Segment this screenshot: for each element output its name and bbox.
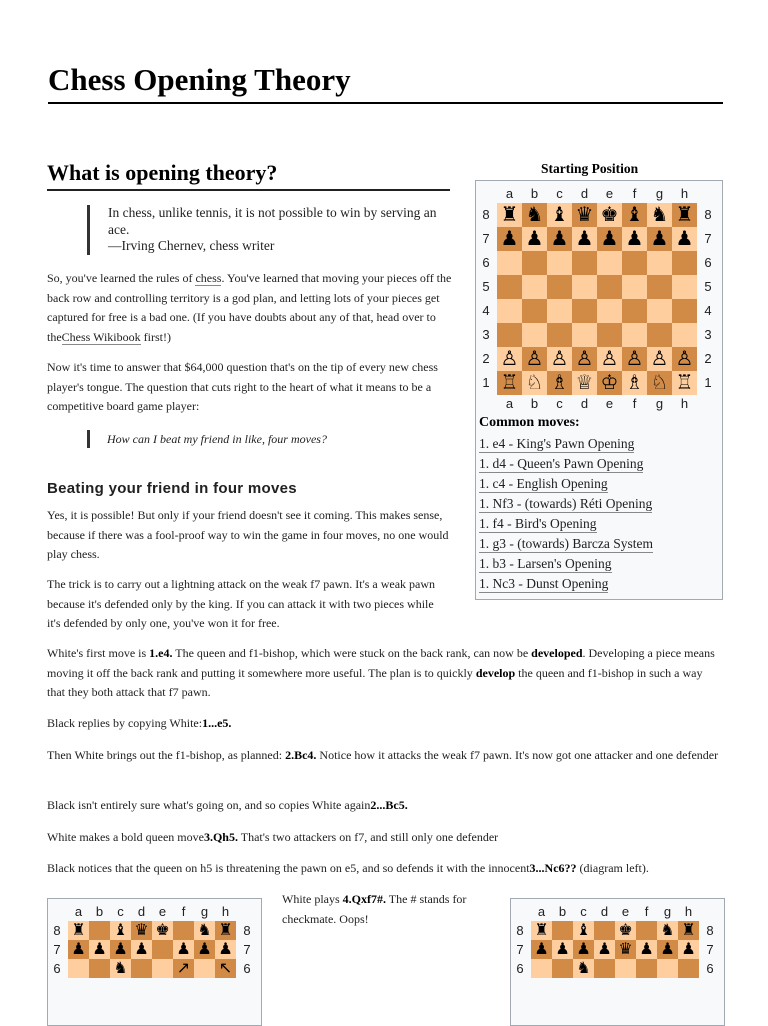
- file-label-c: c: [580, 904, 587, 919]
- rank-label-7: 7: [53, 942, 61, 957]
- square-c4: [547, 299, 572, 323]
- chess-piece-icon: ♞: [660, 921, 675, 939]
- file-label-bottom-a: a: [505, 396, 514, 411]
- square-g6: [657, 959, 678, 978]
- square-h7: [678, 940, 699, 959]
- text: The queen and f1-bishop, which were stuck on the back rank, can now be: [172, 646, 532, 660]
- square-b7: [89, 940, 110, 959]
- rank-label-right-7: 7: [706, 942, 714, 957]
- square-f7: [173, 940, 194, 959]
- file-label-a: a: [505, 186, 514, 201]
- square-a7: [68, 940, 89, 959]
- square-h6: [215, 959, 236, 978]
- square-b7: [552, 940, 573, 959]
- text: The # stands for checkmate. Oops!: [282, 892, 467, 926]
- title-divider: [48, 102, 723, 104]
- square-c3: [547, 323, 572, 347]
- square-d6: [572, 251, 597, 275]
- text: (diagram left).: [576, 861, 649, 875]
- file-label-e: e: [605, 186, 614, 201]
- chess-piece-icon: ♟: [113, 940, 128, 958]
- square-c6: [547, 251, 572, 275]
- rank-label-right-8: 8: [706, 923, 714, 938]
- square-b5: [522, 275, 547, 299]
- common-move-link[interactable]: 1. e4 - King's Pawn Opening: [479, 436, 635, 451]
- square-b6: [522, 251, 547, 275]
- square-g7: [647, 227, 672, 251]
- chess-piece-icon: ↗: [176, 959, 191, 977]
- rank-label-right-2: 2: [704, 351, 712, 366]
- square-f5: [622, 275, 647, 299]
- square-b8: [89, 921, 110, 940]
- square-h7: [215, 940, 236, 959]
- file-label-a: a: [537, 904, 546, 919]
- file-label-d: d: [600, 904, 609, 919]
- file-label-e: e: [621, 904, 630, 919]
- file-label-g: g: [663, 904, 672, 919]
- paragraph-queen: [47, 828, 723, 848]
- square-g6: [194, 959, 215, 978]
- chess-piece-icon: ♙: [600, 348, 619, 370]
- square-b6: [89, 959, 110, 978]
- square-h6: [672, 251, 697, 275]
- chess-piece-icon: ♜: [218, 921, 233, 939]
- rank-label-5: 5: [482, 279, 490, 294]
- square-d7: [572, 227, 597, 251]
- square-c1: [547, 371, 572, 395]
- chess-piece-icon: ♟: [134, 940, 149, 958]
- square-d5: [572, 275, 597, 299]
- square-b8: [522, 203, 547, 227]
- rank-label-2: 2: [482, 351, 490, 366]
- square-b7: [522, 227, 547, 251]
- square-c8: [547, 203, 572, 227]
- square-f6: [622, 251, 647, 275]
- square-h3: [672, 323, 697, 347]
- chess-piece-icon: ♟: [218, 940, 233, 958]
- chess-piece-icon: ♟: [597, 940, 612, 958]
- square-e6: [615, 959, 636, 978]
- chess-piece-icon: ♚: [618, 921, 633, 939]
- square-f6: [636, 959, 657, 978]
- square-h6: [678, 959, 699, 978]
- square-h8: [678, 921, 699, 940]
- chess-piece-icon: ♟: [681, 940, 696, 958]
- file-label-bottom-g: g: [655, 396, 664, 411]
- chess-piece-icon: ♟: [576, 940, 591, 958]
- move-notation: 1.e4.: [149, 646, 173, 660]
- chess-piece-icon: ♙: [650, 348, 669, 370]
- file-label-bottom-b: b: [530, 396, 539, 411]
- square-f8: [173, 921, 194, 940]
- chess-piece-icon: ♚: [600, 204, 619, 226]
- square-g3: [647, 323, 672, 347]
- paragraph-checkmate: [282, 890, 494, 929]
- common-move-link[interactable]: 1. c4 - English Opening: [479, 476, 608, 491]
- common-moves-title: Common moves:: [479, 415, 580, 430]
- square-d1: [572, 371, 597, 395]
- rank-label-7: 7: [516, 942, 524, 957]
- square-d2: [572, 347, 597, 371]
- rank-label-7: 7: [482, 231, 490, 246]
- common-move-link[interactable]: 1. f4 - Bird's Opening: [479, 516, 597, 531]
- square-h7: [672, 227, 697, 251]
- section-heading-four-moves: Beating your friend in four moves: [47, 480, 297, 497]
- file-label-bottom-d: d: [580, 396, 589, 411]
- text: Black notices that the queen on h5 is threatening the pawn on e5, and so defends it with the innocent: [47, 861, 530, 875]
- chess-piece-icon: ♜: [71, 921, 86, 939]
- square-b6: [552, 959, 573, 978]
- chess-piece-icon: ♟: [500, 228, 519, 250]
- text: So, you've learned the rules of: [47, 271, 196, 285]
- square-e5: [597, 275, 622, 299]
- move-notation: 3...Nc6??: [529, 861, 577, 875]
- square-c2: [547, 347, 572, 371]
- term-developed: developed: [531, 646, 583, 660]
- text: first!): [140, 329, 171, 344]
- square-b3: [522, 323, 547, 347]
- file-label-b: b: [530, 186, 539, 201]
- page-title: Chess Opening Theory: [48, 62, 351, 97]
- section-divider: [47, 189, 450, 191]
- square-a6: [497, 251, 522, 275]
- square-e8: [615, 921, 636, 940]
- chess-piece-icon: ♟: [550, 228, 569, 250]
- common-move-link[interactable]: 1. b3 - Larsen's Opening: [479, 556, 612, 571]
- chess-piece-icon: ♗: [550, 372, 569, 394]
- square-e1: [597, 371, 622, 395]
- text: . You've learned that moving your pieces off the back row and controlling territory is a god plan, and letting lots of your pieces get captured for free is a bad one. (If you have doubts about any of that, head over to the: [47, 271, 452, 344]
- file-label-c: c: [117, 904, 124, 919]
- text: the queen and f1-bishop in such a way that they both attack that f7 pawn.: [47, 665, 703, 699]
- chess-piece-icon: ♛: [134, 921, 149, 939]
- paragraph-knight: [47, 859, 723, 879]
- chess-piece-icon: ♙: [625, 348, 644, 370]
- square-c6: [573, 959, 594, 978]
- file-label-b: b: [558, 904, 567, 919]
- rank-label-right-7: 7: [704, 231, 712, 246]
- chess-piece-icon: ♝: [625, 204, 644, 226]
- square-g1: [647, 371, 672, 395]
- square-d4: [572, 299, 597, 323]
- file-label-h: h: [221, 904, 230, 919]
- rank-label-right-6: 6: [243, 961, 251, 976]
- square-a2: [497, 347, 522, 371]
- move-notation: 4.Qxf7#.: [342, 892, 386, 906]
- chess-piece-icon: ♟: [176, 940, 191, 958]
- square-h4: [672, 299, 697, 323]
- rank-label-right-4: 4: [704, 303, 712, 318]
- square-h2: [672, 347, 697, 371]
- quote-attribution: —Irving Chernev, chess writer: [108, 238, 275, 253]
- square-e8: [597, 203, 622, 227]
- chess-piece-icon: ♟: [92, 940, 107, 958]
- chess-piece-icon: ♘: [650, 372, 669, 394]
- paragraph-first-move: [47, 644, 723, 703]
- square-c6: [110, 959, 131, 978]
- chess-link[interactable]: chess: [195, 271, 222, 285]
- chess-piece-icon: ♔: [600, 372, 619, 394]
- chess-piece-icon: ♟: [197, 940, 212, 958]
- file-label-d: d: [580, 186, 589, 201]
- file-label-f: f: [644, 904, 649, 919]
- chess-piece-icon: ♜: [500, 204, 519, 226]
- square-a3: [497, 323, 522, 347]
- square-e8: [152, 921, 173, 940]
- chess-piece-icon: ♟: [600, 228, 619, 250]
- chess-piece-icon: ♞: [650, 204, 669, 226]
- square-h8: [215, 921, 236, 940]
- file-label-h: h: [684, 904, 693, 919]
- square-a8: [497, 203, 522, 227]
- chess-piece-icon: ♜: [681, 921, 696, 939]
- square-c8: [573, 921, 594, 940]
- common-move-link[interactable]: 1. g3 - (towards) Barcza System: [479, 536, 653, 551]
- chess-piece-icon: ♛: [618, 940, 633, 958]
- file-label-g: g: [655, 186, 664, 201]
- square-d6: [594, 959, 615, 978]
- square-e3: [597, 323, 622, 347]
- rank-label-right-1: 1: [704, 375, 712, 390]
- move-notation: 3.Qh5.: [203, 830, 238, 844]
- move-notation: 2.Bc4.: [285, 748, 317, 762]
- square-f2: [622, 347, 647, 371]
- common-move-link[interactable]: 1. d4 - Queen's Pawn Opening: [479, 456, 644, 471]
- square-d6: [131, 959, 152, 978]
- square-f7: [636, 940, 657, 959]
- square-g8: [194, 921, 215, 940]
- chess-piece-icon: ♛: [575, 204, 594, 226]
- square-h8: [672, 203, 697, 227]
- file-label-bottom-c: c: [556, 396, 563, 411]
- text: . Developing a piece means moving it off the back rank and putting it somewhere more useful. The plan is to quickly: [47, 646, 715, 680]
- quote-text: In chess, unlike tennis, it is not possible to win by serving an ace.: [108, 205, 437, 237]
- square-f1: [622, 371, 647, 395]
- file-label-h: h: [680, 186, 689, 201]
- chess-piece-icon: ♚: [155, 921, 170, 939]
- square-d8: [131, 921, 152, 940]
- chess-piece-icon: ♝: [113, 921, 128, 939]
- paragraph-copies: [47, 796, 723, 816]
- chess-piece-icon: ♗: [625, 372, 644, 394]
- chess-piece-icon: ♟: [660, 940, 675, 958]
- chess-piece-icon: ♖: [675, 372, 694, 394]
- file-label-f: f: [181, 904, 186, 919]
- rank-label-right-5: 5: [704, 279, 712, 294]
- square-g8: [647, 203, 672, 227]
- text: Notice how it attacks the weak f7 pawn. It's now got one attacker and one defender: [316, 748, 719, 762]
- move-notation: 2...Bc5.: [370, 798, 408, 812]
- chess-piece-icon: ♟: [675, 228, 694, 250]
- rank-label-6: 6: [516, 961, 524, 976]
- square-e7: [152, 940, 173, 959]
- rank-label-right-3: 3: [704, 327, 712, 342]
- rank-label-right-8: 8: [243, 923, 251, 938]
- file-label-bottom-f: f: [632, 396, 637, 411]
- square-f6: [173, 959, 194, 978]
- chess-piece-icon: ♟: [650, 228, 669, 250]
- text: White makes a bold queen move: [47, 830, 204, 844]
- square-d7: [131, 940, 152, 959]
- paragraph-trick: The trick is to carry out a lightning attack on the weak f7 pawn. It's a weak pawn because it's defended only by the king. If you can attack it with two pieces while it's defended by only one, you've won it for free.: [47, 577, 436, 630]
- square-a6: [68, 959, 89, 978]
- file-label-d: d: [137, 904, 146, 919]
- starting-position-caption: Starting Position: [541, 161, 639, 176]
- rank-label-4: 4: [482, 303, 490, 318]
- square-b8: [552, 921, 573, 940]
- common-move-link[interactable]: 1. Nc3 - Dunst Opening: [479, 576, 609, 591]
- rank-label-right-6: 6: [706, 961, 714, 976]
- square-d8: [572, 203, 597, 227]
- file-label-bottom-e: e: [605, 396, 614, 411]
- square-h5: [672, 275, 697, 299]
- rank-label-right-6: 6: [704, 255, 712, 270]
- square-d8: [594, 921, 615, 940]
- chess-piece-icon: ♞: [197, 921, 212, 939]
- square-c7: [547, 227, 572, 251]
- chess-piece-icon: ♖: [500, 372, 519, 394]
- text: That's two attackers on f7, and still only one defender: [237, 830, 499, 844]
- file-label-g: g: [200, 904, 209, 919]
- square-c7: [573, 940, 594, 959]
- square-f8: [636, 921, 657, 940]
- rank-label-right-7: 7: [243, 942, 251, 957]
- square-g8: [657, 921, 678, 940]
- chess-piece-icon: ♝: [550, 204, 569, 226]
- rank-label-6: 6: [53, 961, 61, 976]
- chess-piece-icon: ♟: [575, 228, 594, 250]
- chess-piece-icon: ♙: [675, 348, 694, 370]
- chess-piece-icon: ♙: [500, 348, 519, 370]
- square-b4: [522, 299, 547, 323]
- chess-piece-icon: ♙: [575, 348, 594, 370]
- text: Black replies by copying White:: [47, 716, 203, 730]
- chess-piece-icon: ↖: [218, 959, 233, 977]
- rank-label-8: 8: [53, 923, 61, 938]
- paragraph-possible: Yes, it is possible! But only if your friend doesn't see it coming. This makes sense, because if there was a fool-proof way to win the game in four moves, no one would play chess.: [47, 508, 449, 561]
- square-g6: [647, 251, 672, 275]
- square-a7: [531, 940, 552, 959]
- square-g7: [657, 940, 678, 959]
- text: Black isn't entirely sure what's going on, and so copies White again: [47, 798, 371, 812]
- square-h1: [672, 371, 697, 395]
- text: White plays: [282, 892, 343, 906]
- rank-label-3: 3: [482, 327, 490, 342]
- square-f8: [622, 203, 647, 227]
- square-a7: [497, 227, 522, 251]
- chess-piece-icon: ♞: [113, 959, 128, 977]
- square-f7: [622, 227, 647, 251]
- square-a4: [497, 299, 522, 323]
- square-g7: [194, 940, 215, 959]
- square-d7: [594, 940, 615, 959]
- square-e7: [615, 940, 636, 959]
- rank-label-1: 1: [482, 375, 490, 390]
- square-a8: [531, 921, 552, 940]
- square-f3: [622, 323, 647, 347]
- chess-piece-icon: ♟: [534, 940, 549, 958]
- square-e7: [597, 227, 622, 251]
- rank-label-8: 8: [482, 207, 490, 222]
- chess-piece-icon: ♟: [639, 940, 654, 958]
- chess-piece-icon: ♕: [575, 372, 594, 394]
- chess-piece-icon: ♜: [675, 204, 694, 226]
- chess-piece-icon: ♞: [576, 959, 591, 977]
- common-move-link[interactable]: 1. Nf3 - (towards) Réti Opening: [479, 496, 653, 511]
- square-g4: [647, 299, 672, 323]
- square-a8: [68, 921, 89, 940]
- epigraph-quote: [87, 205, 453, 255]
- square-g5: [647, 275, 672, 299]
- rank-label-6: 6: [482, 255, 490, 270]
- intro-paragraph: [47, 269, 452, 347]
- square-e2: [597, 347, 622, 371]
- rank-label-8: 8: [516, 923, 524, 938]
- square-c5: [547, 275, 572, 299]
- chess-piece-icon: ♙: [550, 348, 569, 370]
- chess-piece-icon: ♟: [555, 940, 570, 958]
- chess-piece-icon: ♟: [525, 228, 544, 250]
- move-notation: 1...e5.: [202, 716, 232, 730]
- square-e6: [152, 959, 173, 978]
- square-a5: [497, 275, 522, 299]
- text: Then White brings out the f1-bishop, as planned:: [47, 748, 286, 762]
- text: White's first move is: [47, 646, 150, 660]
- file-label-bottom-h: h: [680, 396, 689, 411]
- square-a6: [531, 959, 552, 978]
- square-b2: [522, 347, 547, 371]
- file-label-e: e: [158, 904, 167, 919]
- paragraph-bishop: [47, 746, 723, 766]
- chess-wikibook-link[interactable]: Chess Wikibook: [61, 329, 141, 344]
- square-g2: [647, 347, 672, 371]
- section-heading-opening-theory: What is opening theory?: [47, 160, 278, 185]
- rank-label-right-8: 8: [704, 207, 712, 222]
- square-f4: [622, 299, 647, 323]
- term-develop: develop: [475, 665, 516, 680]
- square-c8: [110, 921, 131, 940]
- square-e6: [597, 251, 622, 275]
- question-quote: How can I beat my friend in like, four moves?: [87, 430, 327, 448]
- square-d3: [572, 323, 597, 347]
- chess-piece-icon: ♟: [71, 940, 86, 958]
- chess-piece-icon: ♟: [625, 228, 644, 250]
- square-a1: [497, 371, 522, 395]
- square-b1: [522, 371, 547, 395]
- chess-piece-icon: ♞: [525, 204, 544, 226]
- chess-piece-icon: ♘: [525, 372, 544, 394]
- chess-piece-icon: ♙: [525, 348, 544, 370]
- square-c7: [110, 940, 131, 959]
- question-paragraph: Now it's time to answer that $64,000 question that's on the tip of every new chess player's tongue. The question that cuts right to the heart of what it means to be a competitive board game player:: [47, 360, 438, 413]
- file-label-f: f: [632, 186, 637, 201]
- square-e4: [597, 299, 622, 323]
- paragraph-black-reply: [47, 714, 723, 734]
- chess-piece-icon: ♜: [534, 921, 549, 939]
- file-label-b: b: [95, 904, 104, 919]
- chess-piece-icon: ♝: [576, 921, 591, 939]
- file-label-a: a: [74, 904, 83, 919]
- file-label-c: c: [556, 186, 563, 201]
